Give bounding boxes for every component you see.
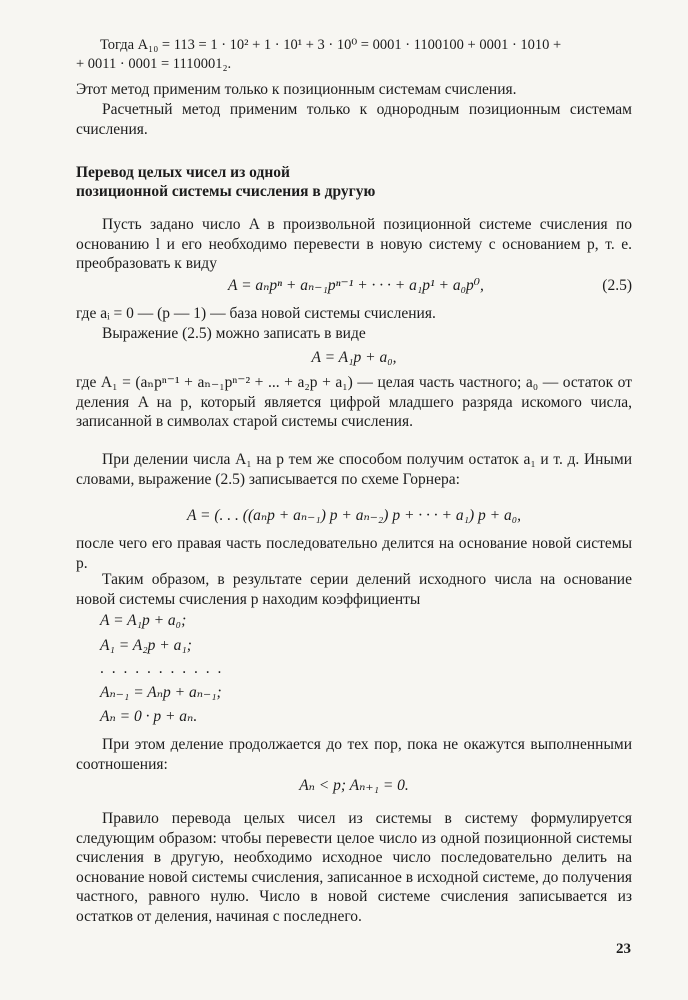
intro-equation-line2: + 0011 · 0001 = 1110001₂. bbox=[76, 56, 232, 72]
formula-line: Aₙ = 0 · p + aₙ. bbox=[100, 708, 198, 725]
section-heading bbox=[76, 163, 632, 201]
intro-paragraph-2: Расчетный метод применим только к однородным позиционным системам счисления. bbox=[76, 101, 632, 138]
intro-paragraph-1: Этот метод применим только к позиционным системам счисления. bbox=[76, 81, 517, 98]
equation-horner: A = (. . . ((aₙp + aₙ₋₁) p + aₙ₋₂) p + · · · + a₁) p + a₀, bbox=[186, 507, 522, 524]
page-number: 23 bbox=[616, 941, 631, 957]
formula-ellipsis: . . . . . . . . . . . bbox=[100, 660, 224, 677]
equation-a: A = A₁p + a₀, bbox=[311, 349, 397, 366]
equation-2-5-expression: A = aₙpⁿ + aₙ₋₁pⁿ⁻¹ + · · · + a₁p¹ + a₀p⁰, bbox=[228, 277, 484, 294]
formula-line: A = A₁p + a₀; bbox=[100, 612, 187, 629]
paragraph-4: где A₁ = (aₙpⁿ⁻¹ + aₙ₋₁pⁿ⁻² + ... + a₂p + a₁) — целая часть частного; a₀ — остаток от деления A на p, который является цифрой младшего разряда искомого числа, записанной в символах старой системы счисления. bbox=[76, 374, 632, 430]
paragraph-7: Таким образом, в результате серии делений исходного числа на основание новой системы счисления p находим коэффициенты bbox=[76, 571, 632, 608]
paragraph-8: При этом деление продолжается до тех пор, пока не окажутся выполненными соотношения: bbox=[76, 736, 632, 773]
section-title-line2: позиционной системы счисления в другую bbox=[76, 183, 376, 200]
equation-2-5 bbox=[76, 276, 632, 296]
section-title-line1: Перевод целых чисел из одной bbox=[76, 164, 290, 181]
paragraph-2: где aᵢ = 0 — (p — 1) — база новой системы счисления. bbox=[76, 305, 436, 322]
equation-number: (2.5) bbox=[602, 277, 632, 294]
intro-equation-line1: Тогда A₁₀ = 113 = 1 · 10² + 1 · 10¹ + 3 · 10⁰ = 0001 · 1100100 + 0001 · 1010 + bbox=[100, 37, 562, 53]
paragraph-5: При делении числа A₁ на p тем же способом получим остаток a₁ и т. д. Иными словами, выражение (2.5) записывается по схеме Горнера: bbox=[76, 451, 632, 488]
paragraph-3: Выражение (2.5) можно записать в виде bbox=[102, 325, 366, 342]
formula-line: Aₙ₋₁ = Aₙp + aₙ₋₁; bbox=[100, 684, 222, 701]
paragraph-1: Пусть задано число A в произвольной позиционной системе счисления по основанию l и его необходимо перевести в новую систему с основанием p, т. е. преобразовать к виду bbox=[76, 216, 632, 272]
paragraph-6: после чего его правая часть последовательно делится на основание новой системы p. bbox=[76, 535, 632, 572]
equation-conditions: Aₙ < p; Aₙ₊₁ = 0. bbox=[299, 777, 409, 794]
paragraph-9: Правило перевода целых чисел из системы в систему формулируется следующим образом: чтобы перевести целое число из одной позиционной системы счисления в другую, необходимо исходное число последовательно делить на основание новой системы счисления, записанное в исходной системе, до получения частного, равного нулю. Число в новой системе счисления записывается из остатков от деления, начиная с последнего. bbox=[76, 810, 632, 925]
formula-line: A₁ = A₂p + a₁; bbox=[100, 637, 192, 654]
